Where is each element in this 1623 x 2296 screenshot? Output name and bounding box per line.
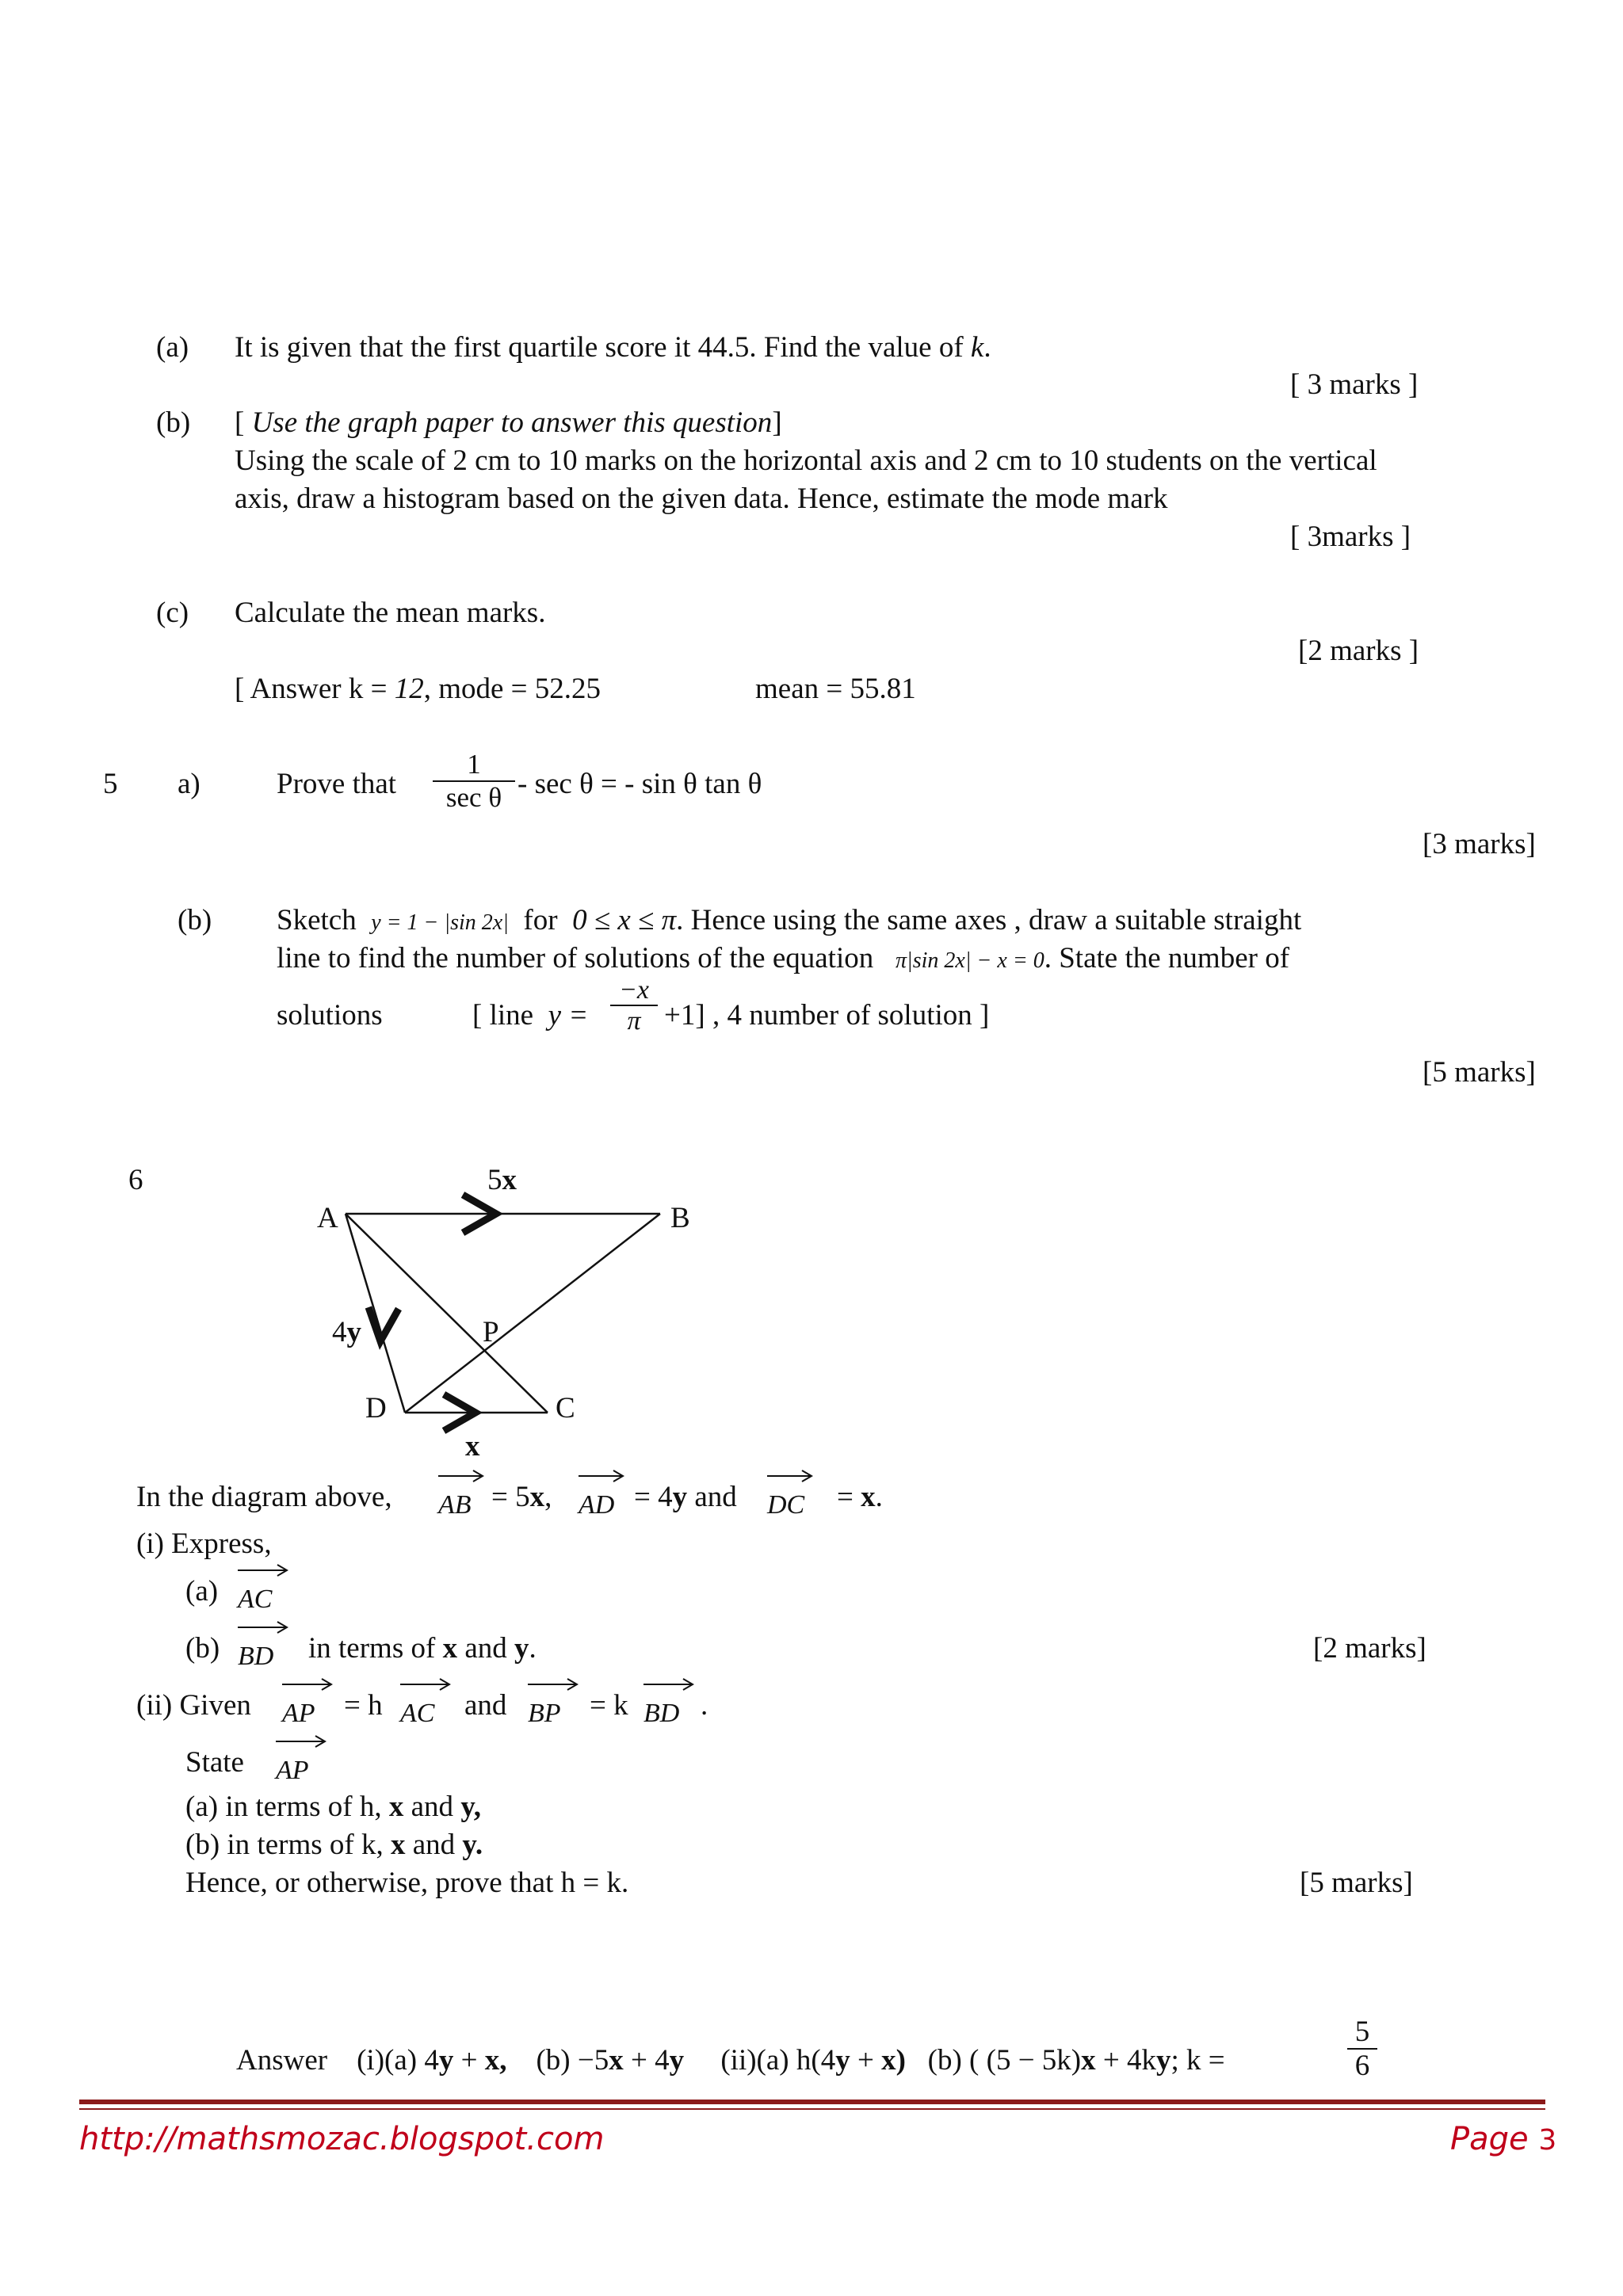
q6ib-label: (b): [185, 1632, 220, 1665]
q5b-line2: line to find the number of solutions of the equation π|sin 2x| − x = 0. State the number of: [277, 942, 1290, 974]
q6i-marks: [2 marks]: [1313, 1632, 1426, 1665]
q5b-marks: [5 marks]: [1423, 1056, 1536, 1089]
k-numerator: 5: [1354, 2016, 1370, 2048]
line-BD: [405, 1214, 660, 1413]
q4-answer-mean: mean = 55.81: [755, 673, 916, 705]
q6ii-period: .: [701, 1689, 708, 1722]
footer-rule-thin: [79, 2108, 1545, 2110]
q4a-text: It is given that the first quartile score it 44.5. Find the value of k.: [235, 331, 991, 364]
q4b-marks: [ 3marks ]: [1290, 521, 1411, 553]
q6ib-text: in terms of x and y.: [308, 1632, 537, 1665]
vector-AP-2: AP: [276, 1757, 309, 1784]
q6ii-label: (ii) Given: [136, 1689, 251, 1722]
q4b-label: (b): [156, 406, 191, 439]
q4a-marks: [ 3 marks ]: [1290, 368, 1419, 401]
label-C: C: [556, 1392, 575, 1425]
q4b-line2: axis, draw a histogram based on the given data. Hence, estimate the mode mark: [235, 482, 1168, 515]
q6ii-eq-k: = k: [590, 1689, 628, 1722]
q6i-label: (i) Express,: [136, 1527, 272, 1560]
q5a-identity: - sec θ = - sin θ tan θ: [517, 768, 762, 800]
q6-answer-k-fraction: [1347, 2016, 1377, 2083]
q4b-instruction: [ Use the graph paper to answer this question]: [235, 406, 782, 439]
q6ii-marks: [5 marks]: [1300, 1867, 1413, 1899]
q6ia-label: (a): [185, 1575, 219, 1608]
q6iia-text: (a) in terms of h, x and y,: [185, 1791, 482, 1823]
q5a-denominator: sec θ: [445, 782, 502, 813]
label-5x: 5x: [487, 1164, 517, 1196]
vector-DC: DC: [767, 1492, 804, 1519]
footer-page: Page 3: [1450, 2121, 1557, 2157]
q6ii-and: and: [464, 1689, 507, 1722]
q5b-answer-numerator: −x: [618, 975, 650, 1005]
q5a-text: Prove that: [277, 768, 397, 800]
q5a-marks: [3 marks]: [1423, 828, 1536, 860]
label-D: D: [365, 1392, 387, 1425]
q6-eq-DC: = x.: [837, 1481, 883, 1513]
q4-answer: [ Answer k = 12, mode = 52.25: [235, 673, 601, 705]
q5b-answer-rest: +1] , 4 number of solution ]: [664, 999, 990, 1032]
q5-number: 5: [103, 768, 118, 800]
label-A: A: [317, 1202, 338, 1234]
label-B: B: [670, 1202, 690, 1234]
vector-AD: AD: [579, 1492, 614, 1519]
q6ii-eq-h: = h: [344, 1689, 383, 1722]
q6ii-state: State: [185, 1746, 244, 1779]
label-x: x: [465, 1430, 480, 1463]
q4b-line1: Using the scale of 2 cm to 10 marks on the horizontal axis and 2 cm to 10 students on the vertical: [235, 444, 1377, 477]
footer-rule-thick: [79, 2100, 1545, 2104]
q6-answer: Answer (i)(a) 4y + x, (b) −5x + 4y (ii)(a) h(4y + x) (b) ( (5 − 5k)x + 4ky; k =: [236, 2044, 1225, 2077]
footer-url-link[interactable]: http://mathsmozac.blogspot.com: [79, 2121, 605, 2157]
arrow-AD-icon: [369, 1307, 399, 1341]
q5b-label: (b): [178, 904, 212, 936]
q6-eq-AB: = 5x,: [491, 1481, 552, 1513]
q6-intro: In the diagram above,: [136, 1481, 392, 1513]
q6iib-text: (b) in terms of k, x and y.: [185, 1829, 483, 1861]
q4c-label: (c): [156, 597, 189, 629]
q6-eq-AD: = 4y and: [634, 1481, 737, 1513]
q5a-numerator: 1: [467, 749, 481, 780]
q4c-text: Calculate the mean marks.: [235, 597, 546, 629]
q5b-line1: Sketch y = 1 − |sin 2x| for 0 ≤ x ≤ π. Hence using the same axes , draw a suitable straight: [277, 904, 1302, 936]
k-denominator: 6: [1354, 2050, 1370, 2082]
vector-AC-2: AC: [400, 1700, 434, 1727]
q5b-answer: [ line y =: [472, 999, 589, 1032]
vector-BD-2: BD: [643, 1700, 679, 1727]
label-4y: 4y: [332, 1316, 361, 1348]
q5b-answer-denominator: π: [627, 1006, 641, 1035]
vector-AP: AP: [282, 1700, 315, 1727]
q5b-line3: solutions: [277, 999, 383, 1032]
q4c-marks: [2 marks ]: [1298, 635, 1419, 667]
q4a-label: (a): [156, 331, 189, 364]
q5a-label: a): [178, 768, 200, 800]
vector-BP: BP: [528, 1700, 561, 1727]
label-P: P: [483, 1316, 499, 1348]
vector-AB: AB: [438, 1492, 472, 1519]
q6-number: 6: [128, 1164, 143, 1196]
vector-AC: AC: [238, 1586, 272, 1613]
q6-hence: Hence, or otherwise, prove that h = k.: [185, 1867, 629, 1899]
vector-BD: BD: [238, 1643, 273, 1670]
